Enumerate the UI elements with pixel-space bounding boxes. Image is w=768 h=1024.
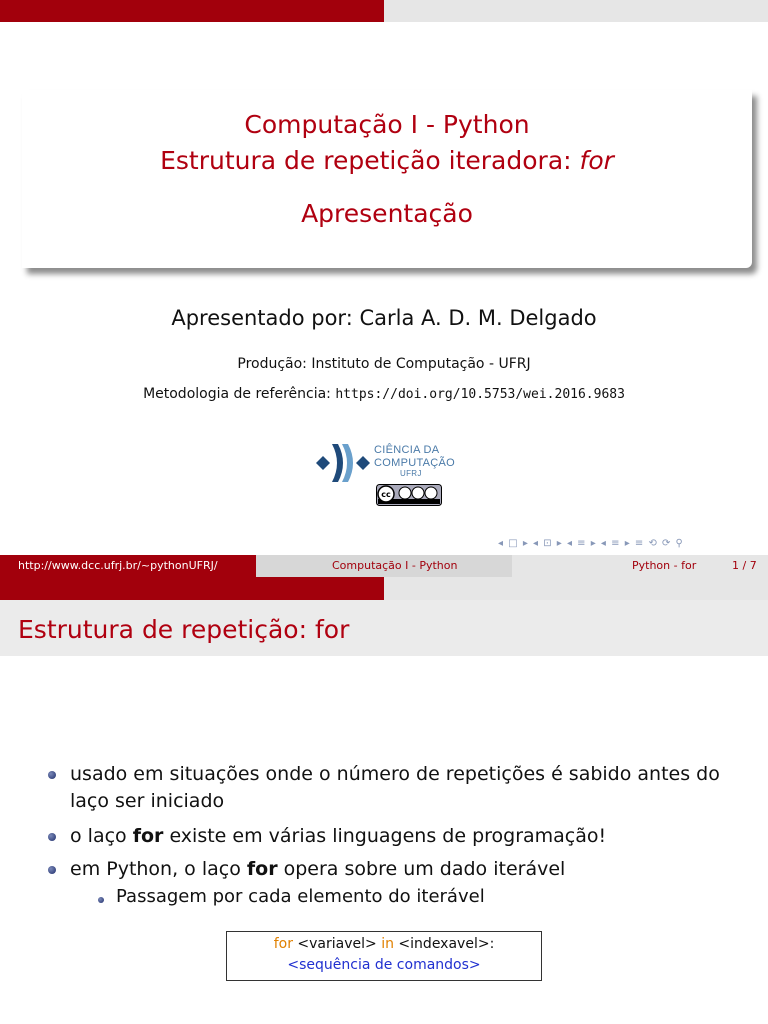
subbullet-icon bbox=[98, 897, 104, 903]
code-keyword-for: for bbox=[273, 936, 293, 952]
footer-section: Python - for bbox=[632, 559, 697, 572]
for-syntax-box bbox=[226, 931, 542, 981]
methodology-url[interactable]: https://doi.org/10.5753/wei.2016.9683 bbox=[335, 387, 625, 402]
footer-right bbox=[512, 555, 768, 577]
bullet-2-keyword: for bbox=[132, 825, 164, 847]
slide-footer bbox=[0, 555, 768, 577]
code-iterable: <indexavel>: bbox=[393, 936, 495, 952]
footer-url[interactable]: http://www.dcc.ufrj.br/~pythonUFRJ/ bbox=[18, 559, 218, 572]
title-line-2-text: Estrutura de repetição iteradora: bbox=[160, 146, 580, 175]
footer-left bbox=[0, 555, 256, 577]
bullet-text-2 bbox=[70, 823, 760, 850]
bullet-3-keyword: for bbox=[246, 858, 278, 880]
code-line-1 bbox=[227, 936, 541, 952]
methodology-label: Metodologia de referência: bbox=[143, 386, 336, 402]
beamer-navigation-icons[interactable]: ◂ □ ▸ ◂ ⊡ ▸ ◂ ≡ ▸ ◂ ≡ ▸ ≡ ⟲ ⟳ ⚲ bbox=[498, 538, 684, 549]
title-box bbox=[22, 90, 752, 268]
slide1-top-bar-red bbox=[0, 0, 384, 22]
bullet-2-suffix: existe em várias linguagens de programação! bbox=[163, 825, 607, 847]
code-variable: <variavel> bbox=[292, 936, 382, 952]
footer-middle bbox=[256, 555, 512, 577]
code-line-2: <sequência de comandos> bbox=[287, 957, 481, 973]
bullet-3-suffix: opera sobre um dado iterável bbox=[277, 858, 566, 880]
slide2-header bbox=[0, 600, 768, 656]
bullet-text-3 bbox=[70, 856, 760, 883]
bullet-icon bbox=[48, 833, 56, 841]
ic-ufrj-logo bbox=[312, 438, 462, 488]
footer-course: Computação I - Python bbox=[332, 559, 458, 572]
logo-text-line1: CIÊNCIA DA bbox=[374, 444, 440, 456]
bullet-2-prefix: o laço bbox=[70, 825, 133, 847]
presenter: Apresentado por: Carla A. D. M. Delgado bbox=[171, 306, 597, 330]
bullet-icon bbox=[48, 771, 56, 779]
bullet-icon bbox=[48, 866, 56, 874]
title-line-2 bbox=[22, 146, 752, 175]
bullet-text-1: usado em situações onde o número de repetições é sabido antes do laço ser iniciado bbox=[70, 763, 720, 812]
ic-logo-mark-icon bbox=[312, 438, 372, 488]
title-line-1: Computação I - Python bbox=[244, 110, 530, 139]
production-credit: Produção: Instituto de Computação - UFRJ bbox=[237, 356, 531, 372]
subbullet-text: Passagem por cada elemento do iterável bbox=[116, 886, 485, 907]
methodology-reference bbox=[0, 386, 768, 402]
slide2-top-bar-red bbox=[0, 577, 384, 600]
logo-text-line3: UFRJ bbox=[400, 469, 422, 478]
slide-subtitle: Apresentação bbox=[301, 199, 473, 228]
title-line-2-keyword: for bbox=[579, 146, 614, 175]
slide1-top-bar-gray bbox=[384, 0, 768, 22]
footer-page-number: 1 / 7 bbox=[732, 559, 757, 572]
bullet-3-prefix: em Python, o laço bbox=[70, 858, 247, 880]
svg-text:cc: cc bbox=[381, 490, 391, 499]
code-keyword-in: in bbox=[381, 936, 394, 952]
cc-license-badge-icon bbox=[376, 484, 442, 506]
logo-text-line2: COMPUTAÇÃO bbox=[374, 457, 456, 469]
slide2-top-bar-gray bbox=[384, 577, 768, 600]
slide2-title: Estrutura de repetição: for bbox=[18, 615, 350, 644]
